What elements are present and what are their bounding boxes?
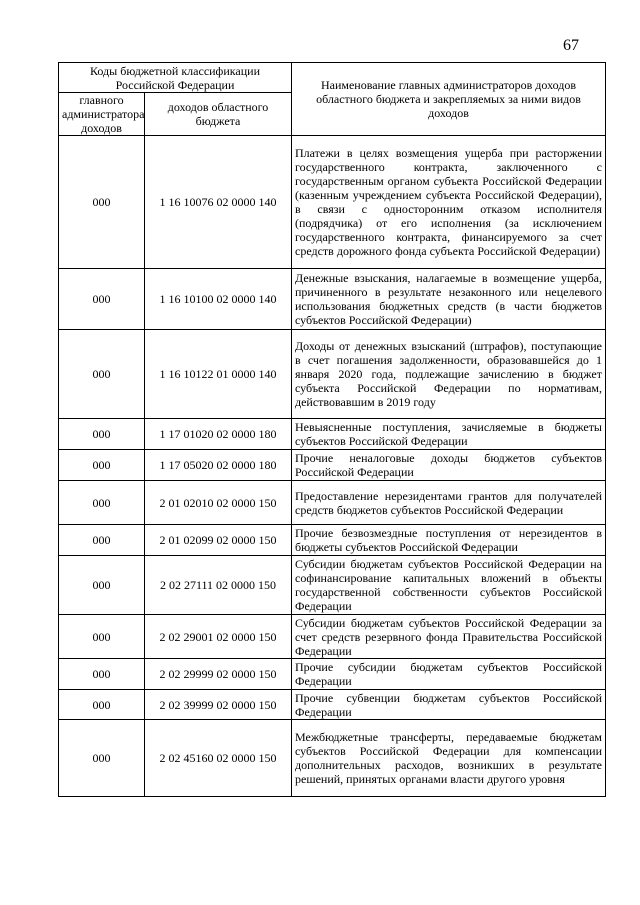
income-name-cell: Платежи в целях возмещения ущерба при расторжении государственного контракта, заключенного с государственным органом субъекта Российской Федерации (казенным учреждением субъекта Российской Федерации), в связи с односторонним отказом исполнителя (подрядчика) от его исполнения (за исключением государственного контракта, финансируемого за счет средств дорожного фонда субъекта Российской Федерации) (292, 136, 606, 269)
income-code-cell: 2 02 45160 02 0000 150 (145, 720, 292, 797)
admin-code-cell: 000 (59, 659, 145, 690)
admin-code-cell: 000 (59, 720, 145, 797)
income-name-cell: Прочие безвозмездные поступления от нерезидентов в бюджеты субъектов Российской Федерации (292, 525, 606, 556)
income-name-cell: Межбюджетные трансферты, передаваемые бюджетам субъектов Российской Федерации для компенсации дополнительных расходов, возникших в результате решений, принятых органами власти другого уровня (292, 720, 606, 797)
income-code-cell: 2 01 02010 02 0000 150 (145, 481, 292, 525)
income-code-cell: 2 02 29999 02 0000 150 (145, 659, 292, 690)
income-name-cell: Субсидии бюджетам субъектов Российской Федерации на софинансирование капитальных вложений в объекты государственной собственности субъектов Российской Федерации (292, 556, 606, 615)
table-row (59, 136, 606, 269)
header-col-admin: главного администратора доходов (59, 93, 145, 136)
income-name-cell: Доходы от денежных взысканий (штрафов), поступающие в счет погашения задолженности, образовавшейся до 1 января 2020 года, подлежащие зачислению в бюджет субъекта Российской Федерации по нормативам, действовавшим в 2019 году (292, 330, 606, 419)
income-code-cell: 2 02 27111 02 0000 150 (145, 556, 292, 615)
header-group-label: Коды бюджетной классификации Российской Федерации (59, 63, 292, 93)
table-row (59, 615, 606, 659)
table-row (59, 525, 606, 556)
income-name-cell: Прочие субсидии бюджетам субъектов Российской Федерации (292, 659, 606, 690)
income-code-cell: 1 17 01020 02 0000 180 (145, 419, 292, 450)
header-col-name: Наименование главных администраторов доходов областного бюджета и закрепляемых за ними видов доходов (292, 63, 606, 136)
income-code-cell: 1 16 10122 01 0000 140 (145, 330, 292, 419)
income-name-cell: Субсидии бюджетам субъектов Российской Федерации за счет средств резервного фонда Правительства Российской Федерации (292, 615, 606, 659)
income-code-cell: 2 01 02099 02 0000 150 (145, 525, 292, 556)
table-row (59, 330, 606, 419)
income-name-cell: Денежные взыскания, налагаемые в возмещение ущерба, причиненного в результате незаконного или нецелевого использования бюджетных средств (в части бюджетов субъектов Российской Федерации) (292, 269, 606, 330)
income-code-cell: 1 17 05020 02 0000 180 (145, 450, 292, 481)
budget-classification-table (58, 62, 606, 797)
table-row (59, 556, 606, 615)
admin-code-cell: 000 (59, 690, 145, 720)
table-row (59, 419, 606, 450)
admin-code-cell: 000 (59, 330, 145, 419)
admin-code-cell: 000 (59, 269, 145, 330)
income-name-cell: Прочие субвенции бюджетам субъектов Российской Федерации (292, 690, 606, 720)
admin-code-cell: 000 (59, 450, 145, 481)
income-code-cell: 2 02 29001 02 0000 150 (145, 615, 292, 659)
table-row (59, 720, 606, 797)
admin-code-cell: 000 (59, 136, 145, 269)
admin-code-cell: 000 (59, 615, 145, 659)
admin-code-cell: 000 (59, 525, 145, 556)
income-name-cell: Предоставление нерезидентами грантов для получателей средств бюджетов субъектов Российской Федерации (292, 481, 606, 525)
page-number: 67 (563, 37, 579, 54)
table-row (59, 450, 606, 481)
table-row (59, 269, 606, 330)
admin-code-cell: 000 (59, 481, 145, 525)
table-row (59, 481, 606, 525)
admin-code-cell: 000 (59, 556, 145, 615)
income-name-cell: Прочие неналоговые доходы бюджетов субъектов Российской Федерации (292, 450, 606, 481)
income-code-cell: 1 16 10100 02 0000 140 (145, 269, 292, 330)
income-code-cell: 1 16 10076 02 0000 140 (145, 136, 292, 269)
admin-code-cell: 000 (59, 419, 145, 450)
income-code-cell: 2 02 39999 02 0000 150 (145, 690, 292, 720)
income-name-cell: Невыясненные поступления, зачисляемые в бюджеты субъектов Российской Федерации (292, 419, 606, 450)
header-col-code: доходов областного бюджета (145, 93, 292, 136)
table-row (59, 690, 606, 720)
table-row (59, 659, 606, 690)
